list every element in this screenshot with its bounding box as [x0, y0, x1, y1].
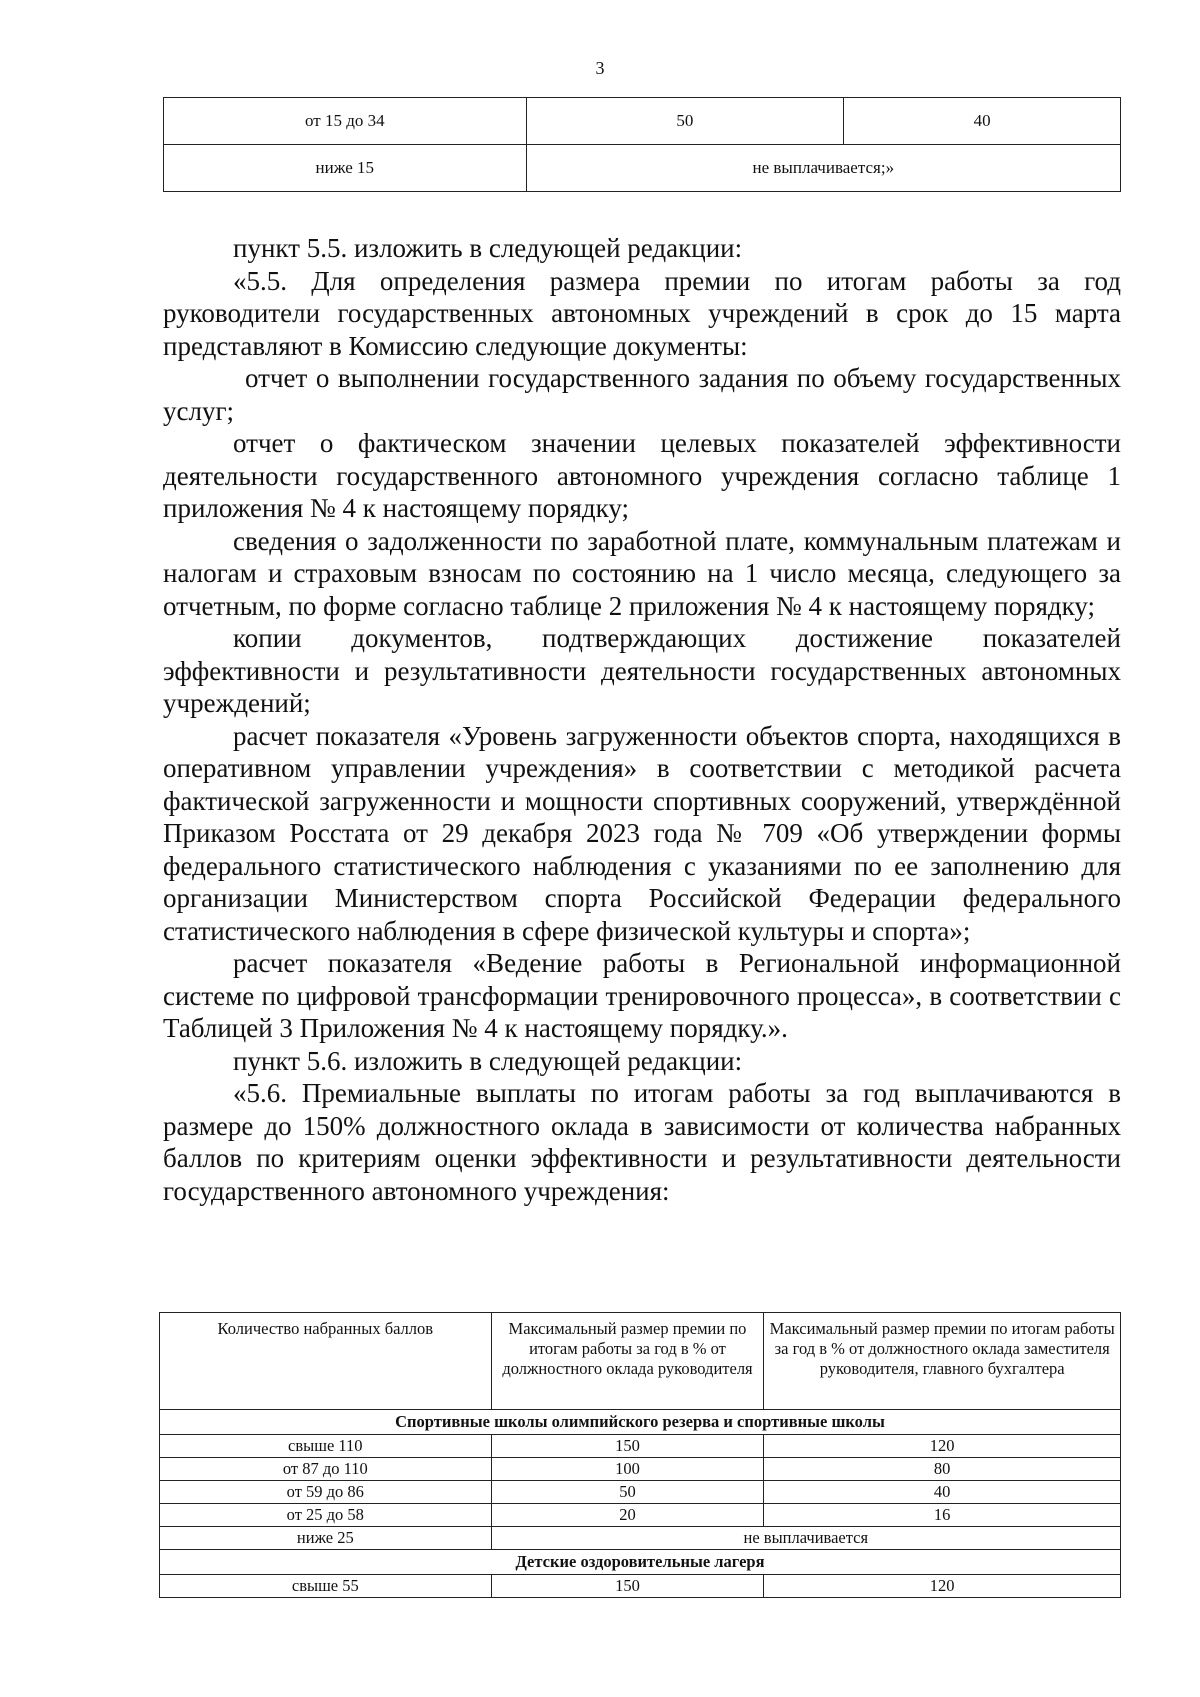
- table-header-row: [160, 1313, 1121, 1410]
- table-row: [160, 1458, 1121, 1481]
- column-header: Количество набранных баллов: [160, 1313, 492, 1410]
- score-range-cell: от 25 до 58: [160, 1504, 492, 1527]
- table-row: [164, 145, 1121, 192]
- column-header: Максимальный размер премии по итогам работы за год в % от должностного оклада руководителя: [491, 1313, 764, 1410]
- score-range-cell: ниже 25: [160, 1527, 492, 1550]
- section-row: [160, 1410, 1121, 1435]
- head-bonus-cell: 20: [491, 1504, 764, 1527]
- head-bonus-cell: 150: [491, 1435, 764, 1458]
- deputy-bonus-cell: 120: [764, 1435, 1121, 1458]
- head-bonus-cell: 50: [526, 98, 844, 145]
- section-title: Детские оздоровительные лагеря: [160, 1550, 1121, 1575]
- score-range-cell: от 59 до 86: [160, 1481, 492, 1504]
- paragraph: сведения о задолженности по заработной плате, коммунальным платежам и налогам и страховым взносам по состоянию на 1 число месяца, следующего за отчетным, по форме согласно таблице 2 приложения № 4 к настоящему порядку;: [163, 525, 1121, 621]
- score-range-cell: от 87 до 110: [160, 1458, 492, 1481]
- score-range-cell: свыше 110: [160, 1435, 492, 1458]
- bonus-table: [159, 1312, 1121, 1598]
- head-bonus-cell: 100: [491, 1458, 764, 1481]
- table-row: [160, 1435, 1121, 1458]
- table-row: [160, 1481, 1121, 1504]
- paragraph: «5.6. Премиальные выплаты по итогам работы за год выплачиваются в размере до 150% должностного оклада в зависимости от количества набранных баллов по критериям оценки эффективности и результативности деятельности государственного автономного учреждения:: [163, 1078, 1121, 1206]
- paragraph: пункт 5.6. изложить в следующей редакции:: [233, 1045, 743, 1076]
- head-bonus-cell: 50: [491, 1481, 764, 1504]
- score-range-cell: ниже 15: [164, 145, 527, 192]
- paragraph: пункт 5.5. изложить в следующей редакции:: [233, 233, 743, 263]
- paragraph: расчет показателя «Уровень загруженности объектов спорта, находящихся в оперативном управлении учреждения» в соответствии с методикой расчета фактической загруженности и мощности спортивных сооружений, утверждённой Приказом Росстата от 29 декабря 2023 года № 709 «Об утверждении формы федерального статистического наблюдения с указаниями по ее заполнению для организации Министерством спорта Российской Федерации федерального статистического наблюдения в сфере физической культуры и спорта»;: [163, 720, 1121, 946]
- paragraph: отчет о выполнении государственного задания по объему государственных услуг;: [163, 363, 1121, 426]
- deputy-bonus-cell: 40: [844, 98, 1121, 145]
- table-row: [160, 1575, 1121, 1598]
- table-row: [160, 1504, 1121, 1527]
- paragraph: «5.5. Для определения размера премии по итогам работы за год руководители государственных автономных учреждений в срок до 15 марта представляют в Комиссию следующие документы:: [163, 265, 1121, 361]
- paragraph: отчет о фактическом значении целевых показателей эффективности деятельности государственного автономного учреждения согласно таблице 1 приложения № 4 к настоящему порядку;: [163, 428, 1121, 523]
- document-body: [163, 232, 1121, 1207]
- score-range-cell: от 15 до 34: [164, 98, 527, 145]
- not-paid-cell: не выплачивается: [491, 1527, 1120, 1550]
- table-row: [160, 1527, 1121, 1550]
- table-row: [164, 98, 1121, 145]
- section-row: [160, 1550, 1121, 1575]
- section-title: Спортивные школы олимпийского резерва и спортивные школы: [160, 1410, 1121, 1435]
- deputy-bonus-cell: 80: [764, 1458, 1121, 1481]
- column-header: Максимальный размер премии по итогам работы за год в % от должностного оклада заместителя руководителя, главного бухгалтера: [764, 1313, 1121, 1410]
- deputy-bonus-cell: 120: [764, 1575, 1121, 1598]
- deputy-bonus-cell: 40: [764, 1481, 1121, 1504]
- deputy-bonus-cell: 16: [764, 1504, 1121, 1527]
- page-number: 3: [595, 58, 605, 78]
- head-bonus-cell: 150: [491, 1575, 764, 1598]
- paragraph: копии документов, подтверждающих достижение показателей эффективности и результативности деятельности государственных автономных учреждений;: [163, 623, 1121, 718]
- paragraph: расчет показателя «Ведение работы в Региональной информационной системе по цифровой трансформации тренировочного процесса», в соответствии с Таблицей 3 Приложения № 4 к настоящему порядку.».: [163, 948, 1121, 1043]
- not-paid-cell: не выплачивается;»: [526, 145, 1120, 192]
- score-range-cell: свыше 55: [160, 1575, 492, 1598]
- bonus-table-continuation: [163, 97, 1121, 192]
